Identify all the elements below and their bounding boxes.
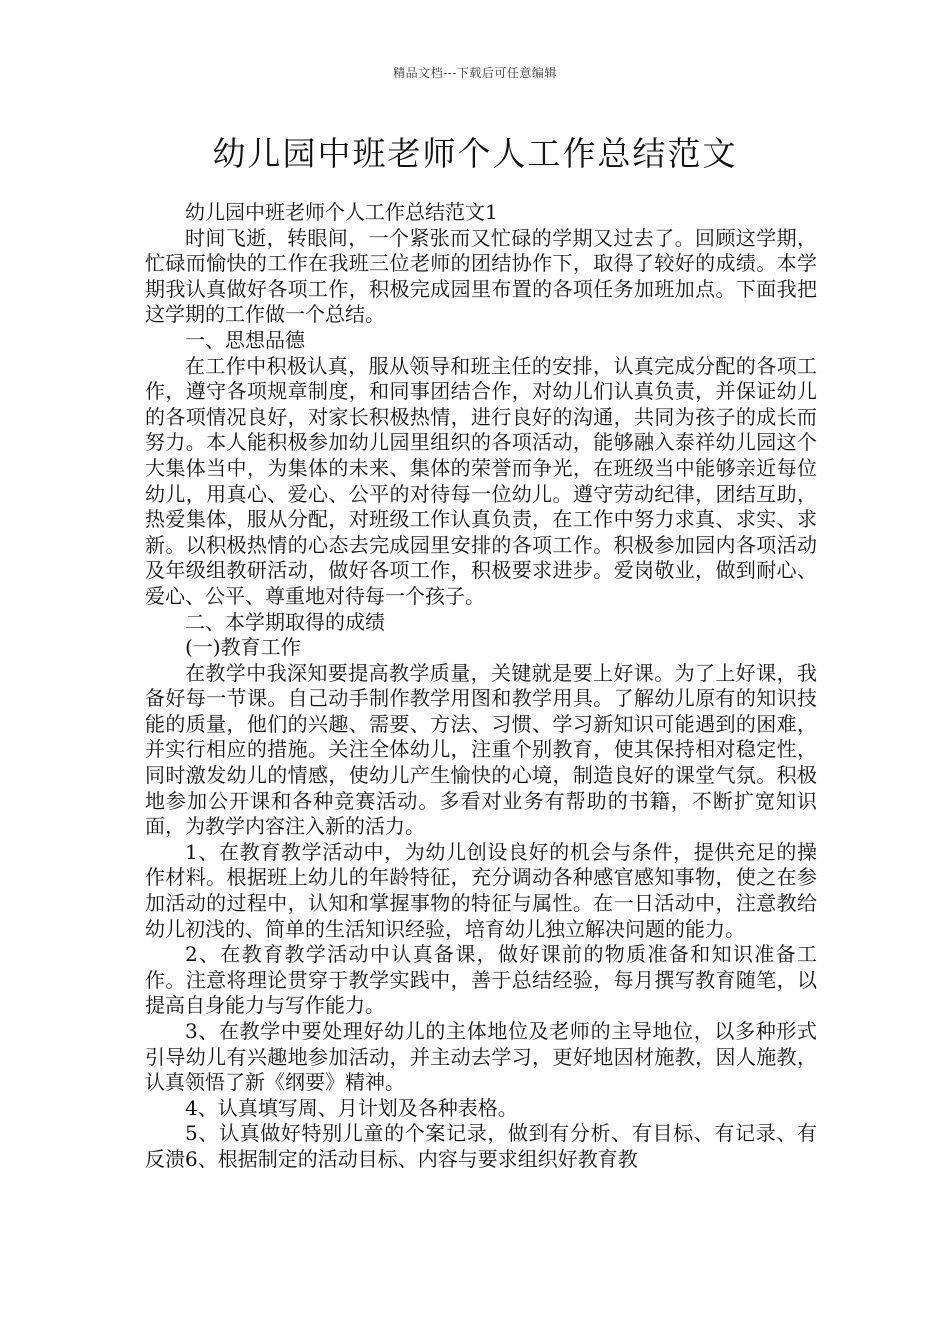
intro-paragraph: 时间飞逝，转眼间，一个紧张而又忙碌的学期又过去了。回顾这学期，忙碌而愉快的工作在我班三位老师的团结协作下，取得了较好的成绩。本学期我认真做好各项工作，积极完成园里布置的各项任务加班加点。下面我把这学期的工作做一个总结。	[145, 225, 817, 327]
list-item-3: 3、在教学中要处理好幼儿的主体地位及老师的主导地位，以多种形式引导幼儿有兴趣地参加活动，并主动去学习，更好地因材施教，因人施教，认真领悟了新《纲要》精神。	[145, 1019, 817, 1095]
section-heading-achievements: 二、本学期取得的成绩	[185, 609, 385, 634]
header-note: 精品文档---下载后可任意编辑	[393, 66, 557, 80]
ideology-paragraph: 在工作中积极认真，服从领导和班主任的安排，认真完成分配的各项工作，遵守各项规章制度，和同事团结合作，对幼儿们认真负责，并保证幼儿的各项情况良好，对家长积极热情，进行良好的沟通，共同为孩子的成长而努力。本人能积极参加幼儿园里组织的各项活动，能够融入泰祥幼儿园这个大集体当中，为集体的未来、集体的荣誉而争光，在班级当中能够亲近每位幼儿，用真心、爱心、公平的对待每一位幼儿。遵守劳动纪律，团结互助，热爱集体，服从分配，对班级工作认真负责，在工作中努力求真、求实、求新。以积极热情的心态去完成园里安排的各项工作。积极参加园内各项活动及年级组教研活动，做好各项工作，积极要求进步。爱岗敬业，做到耐心、爱心、公平、尊重地对待每一个孩子。	[145, 353, 817, 608]
list-item-2: 2、在教育教学活动中认真备课，做好课前的物质准备和知识准备工作。注意将理论贯穿于教学实践中，善于总结经验，每月撰写教育随笔，以提高自身能力与写作能力。	[145, 942, 817, 1018]
section-heading-ideology: 一、思想品德	[185, 327, 305, 352]
subsection-heading-education: (一)教育工作	[185, 635, 301, 660]
list-item-4: 4、认真填写周、月计划及各种表格。	[185, 1095, 518, 1120]
document-body	[145, 200, 817, 1173]
education-paragraph: 在教学中我深知要提高教学质量，关键就是要上好课。为了上好课，我备好每一节课。自己动手制作教学用图和教学用具。了解幼儿原有的知识技能的质量，他们的兴趣、需要、方法、习惯、学习新知识可能遇到的困难，并实行相应的措施。关注全体幼儿，注重个别教育，使其保持相对稳定性，同时激发幼儿的情感，使幼儿产生愉快的心境，制造良好的课堂气氛。积极地参加公开课和各种竞赛活动。多看对业务有帮助的书籍，不断扩宽知识面，为教学内容注入新的活力。	[145, 660, 817, 839]
list-item-1: 1、在教育教学活动中，为幼儿创设良好的机会与条件，提供充足的操作材料。根据班上幼儿的年龄特征，充分调动各种感官感知事物，使之在参加活动的过程中，认知和掌握事物的特征与属性。在一日活动中，注意教给幼儿初浅的、简单的生活知识经验，培育幼儿独立解决问题的能力。	[145, 839, 817, 941]
subtitle-paragraph: 幼儿园中班老师个人工作总结范文1	[185, 200, 498, 224]
document-title: 幼儿园中班老师个人工作总结范文	[212, 134, 738, 173]
list-item-5: 5、认真做好特别儿童的个案记录，做到有分析、有目标、有记录、有反溃6、根据制定的活动目标、内容与要求组织好教育教	[145, 1121, 817, 1171]
